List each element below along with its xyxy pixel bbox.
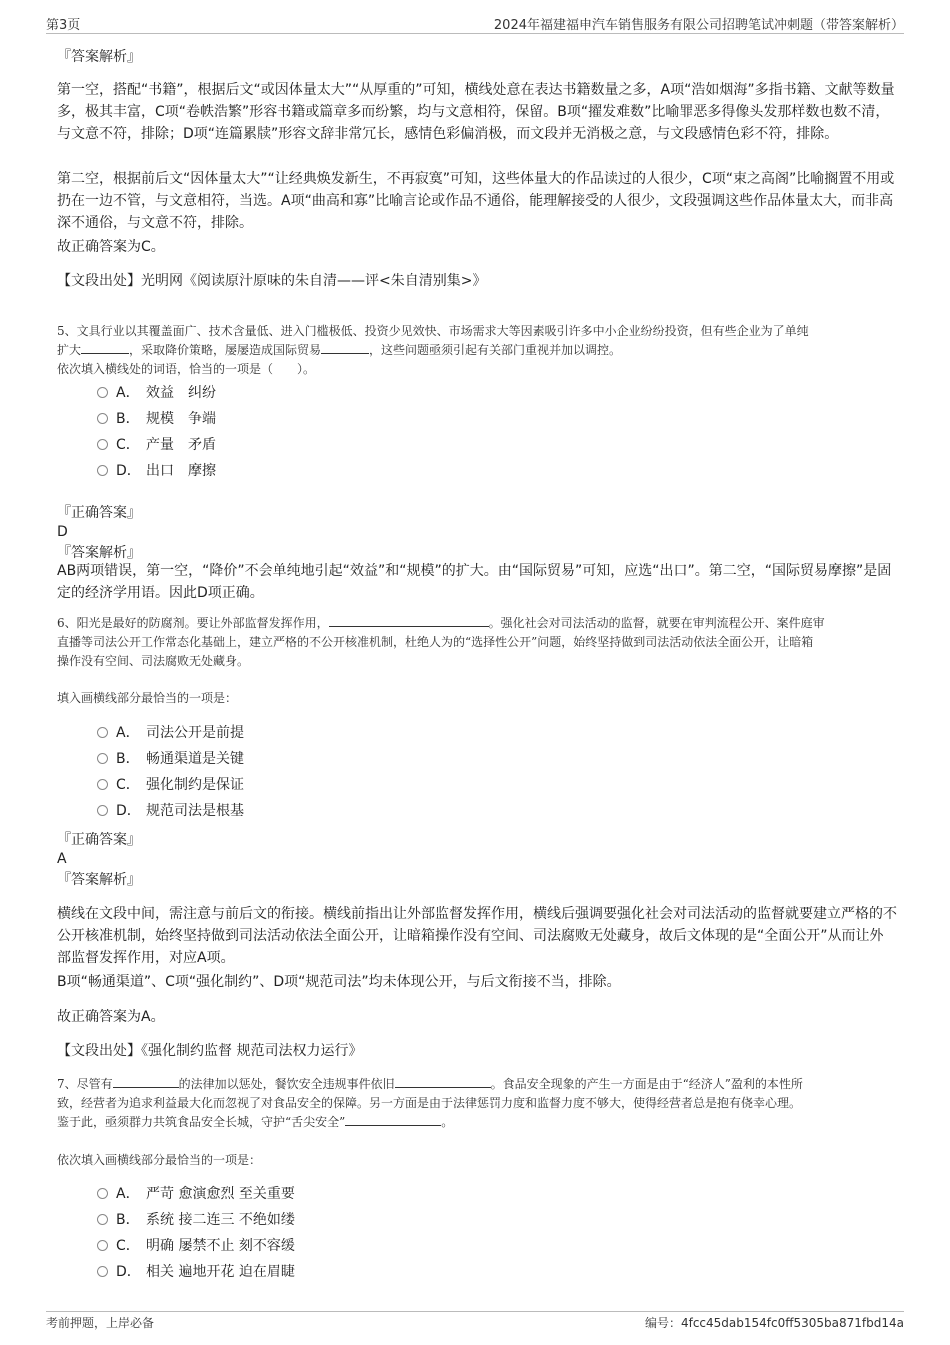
question-7-prompt: 依次填入画横线部分最恰当的一项是： bbox=[57, 1153, 262, 1167]
blank bbox=[113, 1075, 179, 1088]
radio-button-icon[interactable] bbox=[97, 1214, 108, 1225]
question-7-stem: 7、尽管有 的法律加以惩处，餐饮安全违规事件依旧 。食品安全现象的产生一方面是由于“经济人”盈利的本性所 致，经营者为追求利益最大化而忽视了对食品安全的保障。另一方面是由于法律惩罚力度和监督力度不够大，使得经营者总是抱有侥幸心理。 鉴于此，亟须群力共筑食品安全长城，守护“舌尖安全” 。 bbox=[57, 1077, 803, 1129]
radio-button-icon[interactable] bbox=[97, 779, 108, 790]
option-d[interactable]: D． 出口 摩擦 bbox=[97, 460, 216, 482]
analysis-label: 『答案解析』 bbox=[57, 545, 141, 561]
analysis-paragraph-1: 第一空，搭配“书籍”，根据后文“或因体量太大”“从厚重的”可知，横线处意在表达书籍数量之多，A项“浩如烟海”多指书籍、文献等数量多，极其丰富，C项“卷帙浩繁”形容书籍或篇章多而纷繁，均与文意相符，保留。B项“擢发难数”比喻罪恶多得像头发那样数也数不清，与文意不符，排除；D项“连篇累牍”形容文辞非常冗长，感情色彩偏消极，而文段并无消极之意，与文段感情色彩不符，排除。 bbox=[57, 82, 895, 142]
blank bbox=[321, 341, 369, 354]
option-b[interactable]: B． 规模 争端 bbox=[97, 408, 216, 430]
option-c[interactable]: C． 产量 矛盾 bbox=[97, 434, 216, 456]
source-citation: 【文段出处】光明网《阅读原汁原味的朱自清——评<朱自清别集>》 bbox=[57, 273, 487, 289]
question-6-prompt: 填入画横线部分最恰当的一项是： bbox=[57, 691, 238, 705]
radio-button-icon[interactable] bbox=[97, 465, 108, 476]
analysis-paragraph-2: 第二空，根据前后文“因体量太大”“让经典焕发新生，不再寂寞”可知，这些体量大的作品读过的人很少，C项“束之高阁”比喻搁置不用或扔在一边不管，与文意相符，当选。A项“曲高和寡”比喻言论或作品不通俗，能理解接受的人很少，文段强调这些作品体量太大，而非高深不通俗，与文意不符，排除。 bbox=[57, 171, 895, 231]
analysis-label: 『答案解析』 bbox=[57, 872, 141, 888]
question-5-stem: 5、文具行业以其覆盖面广、技术含量低、进入门槛极低、投资少见效快、市场需求大等因素吸引许多中小企业纷纷投资，但有些企业为了单纯 扩大 ，采取降价策略，屡屡造成国际贸易 ，这些问题亟须引起有关部门重视并加以调控。 依次填入横线处的词语，恰当的一项是（ ）。 bbox=[57, 324, 809, 376]
radio-button-icon[interactable] bbox=[97, 439, 108, 450]
analysis-paragraph: AB两项错误，第一空，“降价”不会单纯地引起“效益”和“规模”的扩大。由“国际贸易”可知，应选“出口”。第二空，“国际贸易摩擦”是固定的经济学用语。因此D项正确。 bbox=[57, 563, 892, 601]
option-d[interactable]: D． 相关 遍地开花 迫在眉睫 bbox=[97, 1261, 295, 1283]
source-citation: 【文段出处】《强化制约监督 规范司法权力运行》 bbox=[57, 1043, 363, 1059]
page-number: 第3页 bbox=[46, 18, 81, 33]
footer-slogan: 考前押题，上岸必备 bbox=[46, 1316, 155, 1330]
analysis-conclusion: 故正确答案为A。 bbox=[57, 1009, 165, 1025]
correct-answer-label: 『正确答案』 bbox=[57, 505, 141, 521]
correct-answer-label: 『正确答案』 bbox=[57, 832, 141, 848]
option-c[interactable]: C． 明确 屡禁不止 刻不容缓 bbox=[97, 1235, 295, 1257]
correct-answer: D bbox=[57, 524, 68, 540]
correct-answer: A bbox=[57, 851, 67, 867]
analysis-conclusion: 故正确答案为C。 bbox=[57, 239, 165, 255]
option-b[interactable]: B． 系统 接二连三 不绝如缕 bbox=[97, 1209, 295, 1231]
radio-button-icon[interactable] bbox=[97, 727, 108, 738]
option-d[interactable]: D． 规范司法是根基 bbox=[97, 800, 244, 822]
radio-button-icon[interactable] bbox=[97, 1188, 108, 1199]
option-b[interactable]: B． 畅通渠道是关键 bbox=[97, 748, 244, 770]
blank bbox=[345, 1113, 441, 1126]
radio-button-icon[interactable] bbox=[97, 1266, 108, 1277]
blank bbox=[329, 614, 489, 627]
footer-divider bbox=[46, 1311, 904, 1312]
blank bbox=[81, 341, 129, 354]
analysis-paragraph-2: B项“畅通渠道”、C项“强化制约”、D项“规范司法”均未体现公开，与后文衔接不当，排除。 bbox=[57, 974, 621, 990]
header-divider bbox=[46, 33, 904, 34]
radio-button-icon[interactable] bbox=[97, 387, 108, 398]
question-6-stem: 6、阳光是最好的防腐剂。要让外部监督发挥作用， 。强化社会对司法活动的监督，就要在审判流程公开、案件庭审 直播等司法公开工作常态化基础上，建立严格的不公开核准机制，杜绝人为的“选择性公开”问题，始终坚持做到司法活动依法全面公开，让暗箱 操作没有空间、司法腐败无处藏身。 bbox=[57, 616, 825, 668]
radio-button-icon[interactable] bbox=[97, 1240, 108, 1251]
blank bbox=[395, 1075, 491, 1088]
radio-button-icon[interactable] bbox=[97, 753, 108, 764]
document-title: 2024年福建福申汽车销售服务有限公司招聘笔试冲刺题（带答案解析） bbox=[493, 18, 904, 33]
document-id: 编号：4fcc45dab154fc0ff5305ba871fbd14a bbox=[644, 1316, 904, 1330]
analysis-label: 『答案解析』 bbox=[57, 49, 141, 65]
radio-button-icon[interactable] bbox=[97, 413, 108, 424]
option-a[interactable]: A． 严苛 愈演愈烈 至关重要 bbox=[97, 1183, 295, 1205]
radio-button-icon[interactable] bbox=[97, 805, 108, 816]
analysis-paragraph-1: 横线在文段中间，需注意与前后文的衔接。横线前指出让外部监督发挥作用，横线后强调要强化社会对司法活动的监督就要建立严格的不公开核准机制，始终坚持做到司法活动依法全面公开，让暗箱操作没有空间、司法腐败无处藏身，故后文体现的是“全面公开”从而让外部监督发挥作用，对应A项。 bbox=[57, 906, 897, 966]
option-a[interactable]: A． 司法公开是前提 bbox=[97, 722, 244, 744]
option-a[interactable]: A． 效益 纠纷 bbox=[97, 382, 216, 404]
option-c[interactable]: C． 强化制约是保证 bbox=[97, 774, 244, 796]
